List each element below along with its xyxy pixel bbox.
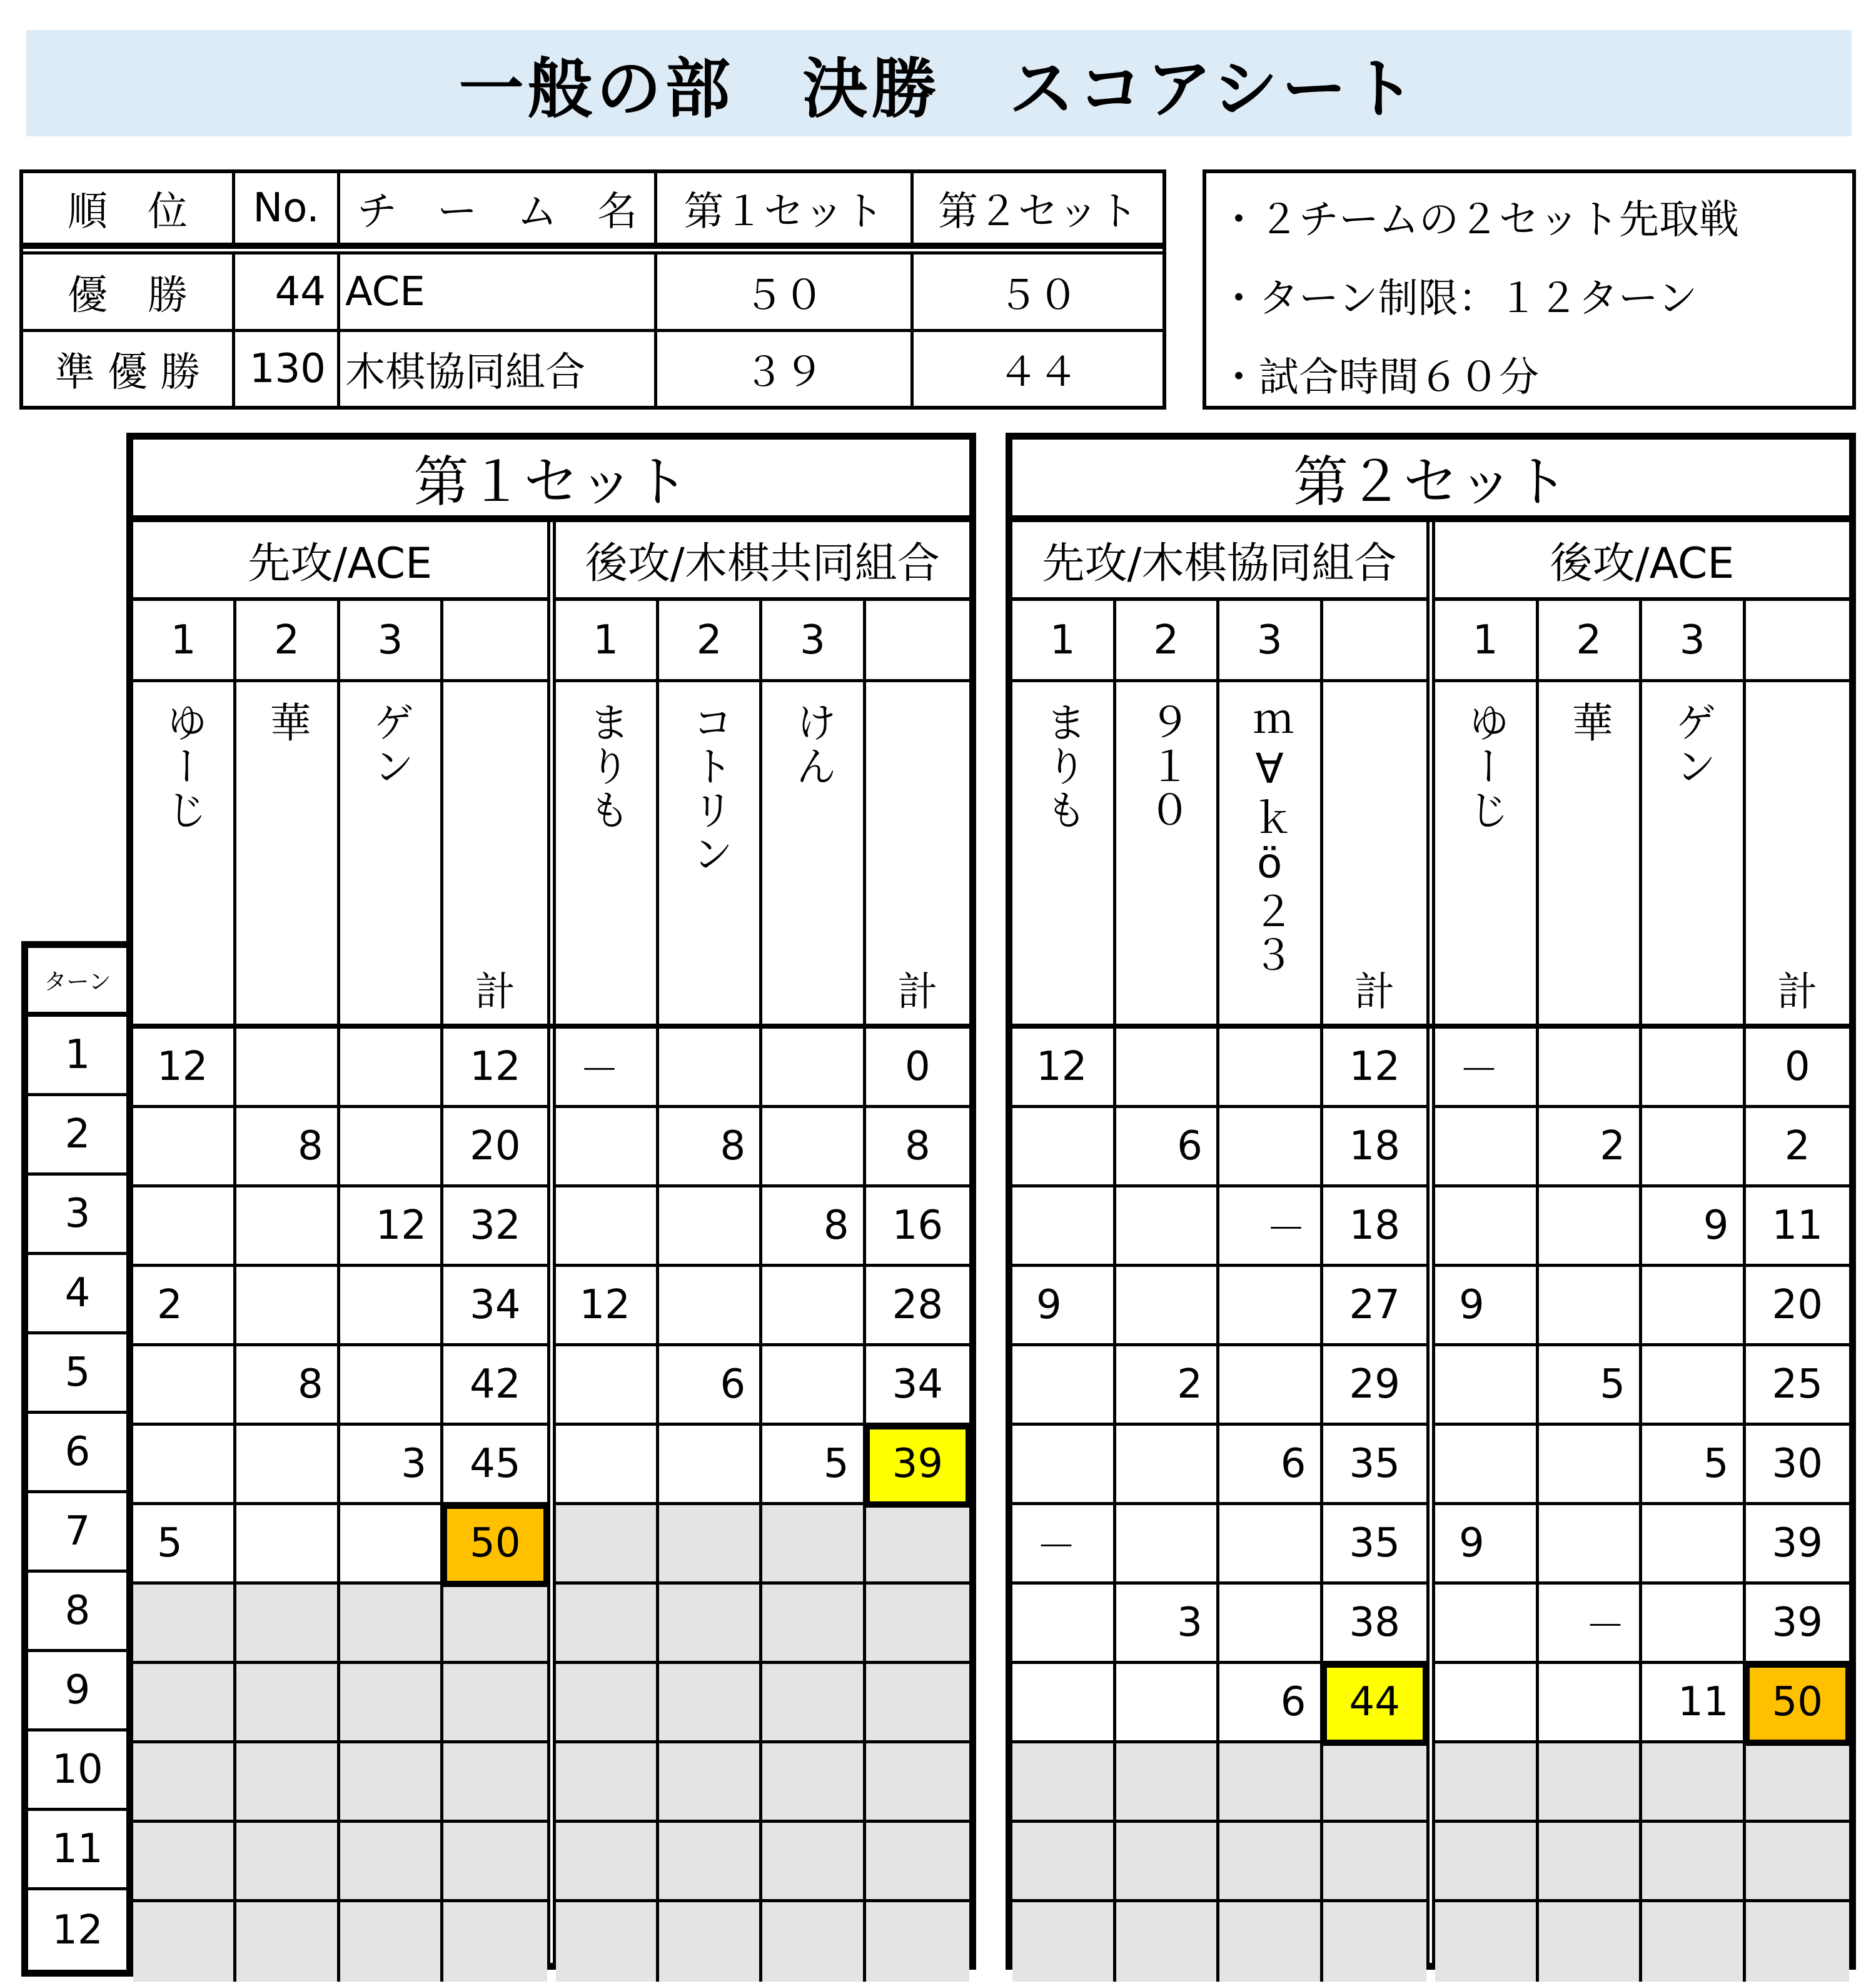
- unused-score-cell: [1539, 1743, 1643, 1823]
- unused-score-cell: [1539, 1823, 1643, 1902]
- unused-score-cell: [556, 1902, 659, 1982]
- score-cell: 6: [1116, 1108, 1220, 1187]
- unused-score-cell: [236, 1823, 340, 1902]
- total-column-number: [866, 601, 969, 682]
- unused-score-cell: [762, 1505, 865, 1585]
- running-total-cell: 28: [866, 1267, 969, 1346]
- score-cell: [1219, 1505, 1323, 1585]
- score-cell: 9: [1435, 1267, 1539, 1346]
- unused-score-cell: [133, 1585, 236, 1664]
- score-cell: 6: [659, 1346, 762, 1426]
- total-label: 計: [1777, 969, 1818, 1016]
- score-cell: [1012, 1664, 1116, 1743]
- unused-score-cell: [762, 1664, 865, 1743]
- score-cell: [1539, 1187, 1643, 1267]
- turn-label: ターン: [28, 948, 127, 1017]
- score-cell: 5: [133, 1505, 236, 1585]
- total-column-number: [1323, 601, 1427, 682]
- player-number: 1: [556, 601, 659, 682]
- unused-score-cell: [1219, 1743, 1323, 1823]
- header-team: チ ー ム 名: [340, 173, 657, 246]
- header-bottom-rule: [133, 1024, 969, 1029]
- set-title: 第１セット: [133, 440, 969, 522]
- score-cell: 3: [1116, 1585, 1220, 1664]
- unused-score-cell: [1323, 1902, 1427, 1982]
- unused-score-cell: [762, 1585, 865, 1664]
- first-attack-team-header: 先攻/木棋協同組合: [1012, 522, 1426, 601]
- unused-score-cell: [1012, 1743, 1116, 1823]
- player-number: 1: [1435, 601, 1539, 682]
- unused-score-cell: [133, 1664, 236, 1743]
- unused-score-cell: [133, 1823, 236, 1902]
- header-no: No.: [235, 173, 340, 246]
- score-cell: [762, 1029, 865, 1108]
- running-total-cell: 8: [866, 1108, 969, 1187]
- unused-score-cell: [659, 1743, 762, 1823]
- score-cell: －: [1219, 1187, 1323, 1267]
- player-number: 2: [236, 601, 340, 682]
- score-cell: －: [1435, 1029, 1539, 1108]
- player-name-text: ゲン: [1668, 701, 1717, 789]
- score-cell: [1539, 1267, 1643, 1346]
- set2-scoresheet: [1006, 433, 1856, 1970]
- player-number: 3: [1642, 601, 1746, 682]
- unused-score-cell: [1116, 1902, 1220, 1982]
- unused-score-cell: [1219, 1902, 1323, 1982]
- score-cell: [1435, 1187, 1539, 1267]
- score-cell: [1116, 1505, 1220, 1585]
- score-cell: [659, 1426, 762, 1505]
- standings-table: [19, 169, 1166, 410]
- score-cell: [1012, 1187, 1116, 1267]
- score-cell: [1219, 1267, 1323, 1346]
- score-cell: [1435, 1346, 1539, 1426]
- player-number: 2: [1116, 601, 1220, 682]
- score-cell: [340, 1108, 443, 1187]
- second-attack-team-header: 後攻/木棋共同組合: [556, 522, 970, 601]
- score-cell: [1012, 1426, 1116, 1505]
- player-name-text: ゆーじ: [1461, 701, 1510, 832]
- score-cell: [1219, 1585, 1323, 1664]
- turn-number: 12: [52, 1907, 103, 1953]
- score-cell: [1435, 1108, 1539, 1187]
- header-rank: 順 位: [23, 173, 235, 246]
- rank-cell: 優 勝: [23, 255, 235, 332]
- turn-number: 9: [28, 1652, 127, 1731]
- score-cell: [556, 1346, 659, 1426]
- unused-score-cell: [659, 1664, 762, 1743]
- running-total-cell: 29: [1323, 1346, 1427, 1426]
- unused-score-cell: [443, 1585, 547, 1664]
- running-total-cell: 16: [866, 1187, 969, 1267]
- score-cell: [1435, 1664, 1539, 1743]
- unused-score-cell: [866, 1505, 969, 1585]
- unused-score-cell: [1642, 1823, 1746, 1902]
- unused-score-cell: [1219, 1823, 1323, 1902]
- unused-score-cell: [340, 1585, 443, 1664]
- score-cell: 3: [340, 1426, 443, 1505]
- score-cell: [340, 1267, 443, 1346]
- running-total-cell: 18: [1323, 1187, 1427, 1267]
- score-cell: 6: [1219, 1664, 1323, 1743]
- unused-score-cell: [1746, 1743, 1850, 1823]
- turn-number: 3: [28, 1176, 127, 1255]
- player-number: 1: [1012, 601, 1116, 682]
- score-cell: [340, 1029, 443, 1108]
- unused-score-cell: [340, 1902, 443, 1982]
- running-total-cell: 42: [443, 1346, 547, 1426]
- final-total-cell: 44: [1323, 1664, 1427, 1743]
- total-column-header: [866, 682, 969, 1024]
- unused-score-cell: [1116, 1743, 1220, 1823]
- set2-score-cell: ４４: [998, 350, 1078, 396]
- total-column-header: [443, 682, 547, 1024]
- second-attack-team-header: 後攻/ACE: [1435, 522, 1849, 601]
- player-name-text: 華: [1565, 701, 1613, 745]
- score-cell: [133, 1187, 236, 1267]
- running-total-cell: 20: [1746, 1267, 1850, 1346]
- score-cell: [1012, 1108, 1116, 1187]
- score-cell: 9: [1435, 1505, 1539, 1585]
- score-cell: [340, 1505, 443, 1585]
- score-cell: [1435, 1426, 1539, 1505]
- score-cell: [1642, 1505, 1746, 1585]
- player-number: 2: [659, 601, 762, 682]
- unused-score-cell: [340, 1743, 443, 1823]
- score-cell: [133, 1108, 236, 1187]
- score-cell: －: [556, 1029, 659, 1108]
- score-cell: [762, 1108, 865, 1187]
- score-cell: [659, 1267, 762, 1346]
- unused-score-cell: [236, 1743, 340, 1823]
- set1-scoresheet: [126, 433, 976, 1970]
- score-cell: [1116, 1664, 1220, 1743]
- player-number: 3: [762, 601, 865, 682]
- running-total-cell: 18: [1323, 1108, 1427, 1187]
- winning-total-cell: 50: [1746, 1664, 1850, 1743]
- running-total-cell: 32: [443, 1187, 547, 1267]
- set-title: 第２セット: [1012, 440, 1849, 522]
- total-label: 計: [475, 969, 515, 1016]
- score-cell: 2: [1539, 1108, 1643, 1187]
- score-cell: [1116, 1426, 1220, 1505]
- player-name: [1116, 682, 1220, 1024]
- player-name: [1539, 682, 1643, 1024]
- unused-score-cell: [1435, 1823, 1539, 1902]
- score-cell: [236, 1505, 340, 1585]
- score-cell: [1116, 1267, 1220, 1346]
- turn-number: 4: [28, 1255, 127, 1334]
- unused-score-cell: [340, 1664, 443, 1743]
- running-total-cell: 12: [1323, 1029, 1427, 1108]
- player-name-text: まりも: [1038, 701, 1087, 832]
- turn-number: 1: [28, 1017, 127, 1096]
- total-label: 計: [897, 969, 938, 1016]
- total-column-number: [1746, 601, 1850, 682]
- final-total-cell: 39: [866, 1426, 969, 1505]
- rule-line: ・ターン制限：１２ターン: [1219, 276, 1698, 322]
- set1-score-cell: ３９: [657, 332, 914, 406]
- score-cell: [556, 1426, 659, 1505]
- player-name-text: けん: [788, 701, 837, 789]
- rule-line: ・試合時間６０分: [1219, 355, 1539, 401]
- score-cell: [236, 1426, 340, 1505]
- unused-score-cell: [1435, 1902, 1539, 1982]
- score-cell: 5: [762, 1426, 865, 1505]
- running-total-cell: 0: [1746, 1029, 1850, 1108]
- rules-box: [1203, 169, 1856, 410]
- score-cell: 9: [1012, 1267, 1116, 1346]
- player-name: [762, 682, 865, 1024]
- player-name: [236, 682, 340, 1024]
- unused-score-cell: [443, 1902, 547, 1982]
- score-cell: [1539, 1426, 1643, 1505]
- unused-score-cell: [443, 1823, 547, 1902]
- unused-score-cell: [1642, 1743, 1746, 1823]
- running-total-cell: 38: [1323, 1585, 1427, 1664]
- player-number: 1: [133, 601, 236, 682]
- unused-score-cell: [133, 1902, 236, 1982]
- player-name-text: コトリン: [685, 701, 734, 876]
- player-name-text: ｍ∀ｋö２３: [1245, 701, 1294, 977]
- score-cell: [236, 1029, 340, 1108]
- running-total-cell: 35: [1323, 1426, 1427, 1505]
- unused-score-cell: [866, 1902, 969, 1982]
- score-cell: [1435, 1585, 1539, 1664]
- running-total-cell: 27: [1323, 1267, 1427, 1346]
- player-name-text: まりも: [582, 701, 630, 832]
- player-name: [133, 682, 236, 1024]
- unused-score-cell: [236, 1664, 340, 1743]
- team-no-cell: 130: [235, 332, 340, 406]
- score-cell: [1642, 1029, 1746, 1108]
- score-cell: [1642, 1267, 1746, 1346]
- running-total-cell: 39: [1746, 1505, 1850, 1585]
- player-name-text: 華: [263, 701, 311, 745]
- team-name-cell: ACE: [340, 255, 657, 332]
- player-name: [1219, 682, 1323, 1024]
- unused-score-cell: [556, 1664, 659, 1743]
- unused-score-cell: [866, 1823, 969, 1902]
- player-name: [659, 682, 762, 1024]
- unused-score-cell: [1323, 1743, 1427, 1823]
- score-cell: 6: [1219, 1426, 1323, 1505]
- running-total-cell: 12: [443, 1029, 547, 1108]
- page-title: 一般の部 決勝 スコアシート: [26, 30, 1852, 136]
- score-cell: [1012, 1585, 1116, 1664]
- score-cell: [236, 1187, 340, 1267]
- unused-score-cell: [1012, 1902, 1116, 1982]
- score-cell: 8: [236, 1346, 340, 1426]
- turn-number: 6: [28, 1414, 127, 1493]
- unused-score-cell: [659, 1823, 762, 1902]
- score-cell: [133, 1346, 236, 1426]
- player-name-text: ９１０: [1142, 701, 1191, 832]
- running-total-cell: 2: [1746, 1108, 1850, 1187]
- score-cell: [556, 1108, 659, 1187]
- team-no-cell: 44: [235, 255, 340, 332]
- unused-score-cell: [443, 1743, 547, 1823]
- running-total-cell: 25: [1746, 1346, 1850, 1426]
- unused-score-cell: [236, 1902, 340, 1982]
- header-divider: [23, 246, 1162, 255]
- score-cell: 8: [236, 1108, 340, 1187]
- unused-score-cell: [236, 1585, 340, 1664]
- score-cell: －: [1539, 1585, 1643, 1664]
- unused-score-cell: [762, 1823, 865, 1902]
- score-cell: [133, 1426, 236, 1505]
- running-total-cell: 34: [443, 1267, 547, 1346]
- score-cell: 12: [1012, 1029, 1116, 1108]
- unused-score-cell: [1116, 1823, 1220, 1902]
- turn-number: 5: [28, 1334, 127, 1414]
- unused-score-cell: [443, 1664, 547, 1743]
- score-cell: [762, 1267, 865, 1346]
- score-cell: 2: [133, 1267, 236, 1346]
- unused-score-cell: [762, 1743, 865, 1823]
- unused-score-cell: [1746, 1902, 1850, 1982]
- unused-score-cell: [1435, 1743, 1539, 1823]
- score-cell: 12: [340, 1187, 443, 1267]
- score-cell: [762, 1346, 865, 1426]
- player-name: [340, 682, 443, 1024]
- unused-score-cell: [866, 1585, 969, 1664]
- running-total-cell: 45: [443, 1426, 547, 1505]
- score-cell: 8: [659, 1108, 762, 1187]
- unused-score-cell: [556, 1743, 659, 1823]
- unused-score-cell: [556, 1823, 659, 1902]
- score-cell: [1539, 1664, 1643, 1743]
- header-set2: 第２セット: [914, 173, 1162, 246]
- score-cell: [1642, 1346, 1746, 1426]
- player-number: 2: [1539, 601, 1643, 682]
- unused-score-cell: [762, 1902, 865, 1982]
- header-bottom-rule: [1012, 1024, 1849, 1029]
- score-cell: [236, 1267, 340, 1346]
- running-total-cell: 35: [1323, 1505, 1427, 1585]
- score-cell: 2: [1116, 1346, 1220, 1426]
- total-column-header: [1323, 682, 1427, 1024]
- running-total-cell: 34: [866, 1346, 969, 1426]
- rank-cell: 準 優 勝: [23, 332, 235, 406]
- score-cell: 5: [1539, 1346, 1643, 1426]
- winning-total-cell: 50: [443, 1505, 547, 1585]
- score-cell: 12: [133, 1029, 236, 1108]
- score-cell: [1642, 1585, 1746, 1664]
- score-cell: [1539, 1505, 1643, 1585]
- score-cell: －: [1012, 1505, 1116, 1585]
- score-cell: [659, 1029, 762, 1108]
- score-cell: [1642, 1108, 1746, 1187]
- score-cell: [556, 1187, 659, 1267]
- score-cell: [1219, 1108, 1323, 1187]
- unused-score-cell: [659, 1902, 762, 1982]
- set2-score-cell: ５０: [914, 255, 1162, 332]
- total-column-number: [443, 601, 547, 682]
- unused-score-cell: [1642, 1902, 1746, 1982]
- unused-score-cell: [659, 1505, 762, 1585]
- score-cell: [1219, 1346, 1323, 1426]
- score-cell: [1116, 1187, 1220, 1267]
- turn-number: 7: [28, 1493, 127, 1573]
- running-total-cell: 30: [1746, 1426, 1850, 1505]
- player-name-text: ゆーじ: [159, 701, 208, 832]
- running-total-cell: 20: [443, 1108, 547, 1187]
- team-name-cell: 木棋協同組合: [340, 332, 657, 406]
- score-cell: 12: [556, 1267, 659, 1346]
- score-cell: [1012, 1346, 1116, 1426]
- score-cell: 9: [1642, 1187, 1746, 1267]
- first-attack-team-header: 先攻/ACE: [133, 522, 547, 601]
- total-label: 計: [1354, 969, 1395, 1016]
- unused-score-cell: [133, 1743, 236, 1823]
- unused-score-cell: [556, 1585, 659, 1664]
- half-divider: [1426, 522, 1435, 1963]
- player-name: [556, 682, 659, 1024]
- running-total-cell: 39: [1746, 1585, 1850, 1664]
- player-number: 3: [1219, 601, 1323, 682]
- turn-column: [21, 941, 134, 1977]
- header-set1: 第１セット: [657, 173, 914, 246]
- half-divider: [547, 522, 556, 1963]
- turn-number: 8: [28, 1573, 127, 1652]
- unused-score-cell: [1012, 1823, 1116, 1902]
- score-cell: 5: [1642, 1426, 1746, 1505]
- turn-number: 2: [28, 1096, 127, 1176]
- player-number: 3: [340, 601, 443, 682]
- unused-score-cell: [1746, 1823, 1850, 1902]
- player-name: [1435, 682, 1539, 1024]
- score-cell: [1219, 1029, 1323, 1108]
- unused-score-cell: [659, 1585, 762, 1664]
- unused-score-cell: [866, 1664, 969, 1743]
- unused-score-cell: [1539, 1902, 1643, 1982]
- set1-score-cell: ５０: [657, 255, 914, 332]
- unused-score-cell: [340, 1823, 443, 1902]
- unused-score-cell: [556, 1505, 659, 1585]
- rule-line: ・２チームの２セット先取戦: [1219, 197, 1739, 243]
- running-total-cell: 11: [1746, 1187, 1850, 1267]
- player-name-text: ゲン: [366, 701, 415, 789]
- player-name: [1642, 682, 1746, 1024]
- score-cell: [659, 1187, 762, 1267]
- player-name: [1012, 682, 1116, 1024]
- score-cell: 11: [1642, 1664, 1746, 1743]
- unused-score-cell: [866, 1743, 969, 1823]
- turn-number: 10: [28, 1731, 127, 1811]
- score-cell: 8: [762, 1187, 865, 1267]
- score-cell: [1116, 1029, 1220, 1108]
- running-total-cell: 0: [866, 1029, 969, 1108]
- score-cell: [340, 1346, 443, 1426]
- total-column-header: [1746, 682, 1850, 1024]
- unused-score-cell: [1323, 1823, 1427, 1902]
- score-cell: [1539, 1029, 1643, 1108]
- turn-number: 11: [28, 1811, 127, 1890]
